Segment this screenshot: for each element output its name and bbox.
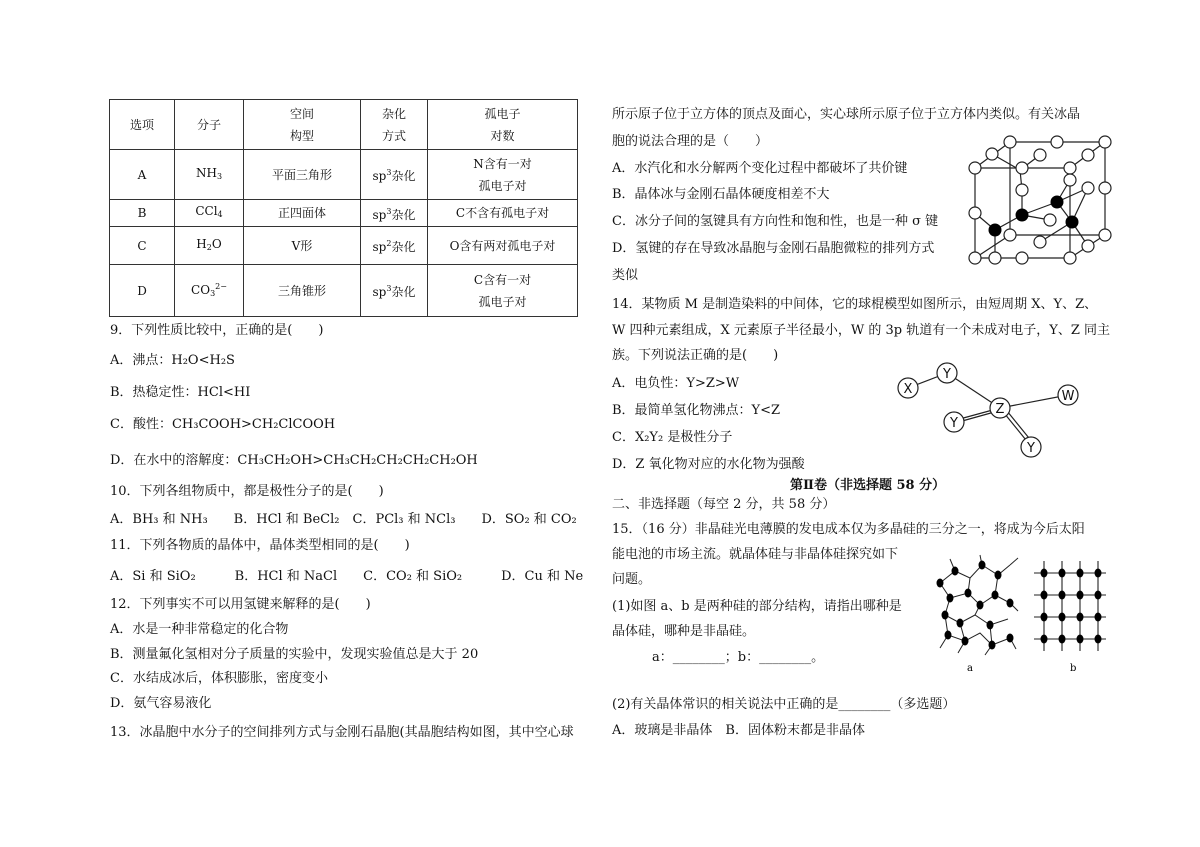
question-9-option-d: D．在水中的溶解度：CH₃CH₂OH>CH₃CH₂CH₂CH₂CH₂OH — [110, 453, 478, 468]
cell-hybrid: $sp^3$杂化 — [361, 265, 428, 317]
cell-shape: 平面三角形 — [244, 150, 361, 200]
question-13: 13．冰晶胞中水分子的空间排列方式与金刚石晶胞(其晶胞结构如图，其中空心球 — [110, 725, 574, 740]
crystalline-silicon-figure — [1032, 553, 1112, 678]
question-12-option-c: C．水结成冰后，体积膨胀，密度变小 — [110, 671, 328, 686]
amorphous-silicon-figure — [930, 553, 1020, 678]
cell-lone-pairs: C不含有孤电子对 — [428, 200, 578, 227]
table-row — [110, 150, 578, 200]
question-12-option-d: D．氨气容易液化 — [110, 696, 212, 711]
question-15-part-1-line-2: 晶体硅，哪种是非晶硅。 — [612, 624, 756, 639]
section-title: 第Ⅱ卷（非选择题 58 分） — [790, 478, 946, 493]
question-12-option-a: A．水是一种非常稳定的化合物 — [110, 622, 289, 637]
question-14-line-3: 族。下列说法正确的是( ) — [612, 348, 779, 363]
cell-molecule: $CO_3^{2-}$ — [175, 265, 244, 317]
question-15-part-2: (2)有关晶体常识的相关说法中正确的是________（多选题） — [612, 697, 956, 712]
table-row — [110, 227, 578, 265]
header-hybrid: 杂化 方式 — [361, 100, 428, 150]
header-option: 选项 — [110, 100, 175, 150]
atom-label: W — [1061, 389, 1075, 404]
cell-lone-pairs: O含有两对孤电子对 — [428, 227, 578, 265]
atom-label: Z — [995, 402, 1005, 417]
header-lone-pairs: 孤电子 对数 — [428, 100, 578, 150]
question-12-option-b: B．测量氟化氢相对分子质量的实验中，发现实验值总是大于 20 — [110, 647, 479, 662]
header-molecule: 分子 — [175, 100, 244, 150]
cell-lone-pairs: C含有一对 孤电子对 — [428, 265, 578, 317]
cell-option: C — [110, 227, 175, 265]
cell-shape: 正四面体 — [244, 200, 361, 227]
cell-molecule: CCl$_4$ — [175, 200, 244, 227]
question-12: 12．下列事实不可以用氢键来解释的是( ) — [110, 597, 371, 612]
header-shape: 空间 构型 — [244, 100, 361, 150]
question-15-part-2-options: A．玻璃是非晶体 B．固体粉末都是非晶体 — [612, 723, 865, 738]
question-11: 11．下列各物质的晶体中，晶体类型相同的是( ) — [110, 538, 410, 553]
question-10-options: A．BH₃ 和 NH₃ B．HCl 和 BeCl₂ C．PCl₃ 和 NCl₃ D．SO₂ 和 CO₂ — [110, 512, 577, 527]
cell-option: A — [110, 150, 175, 200]
figure-label-a: a — [967, 663, 973, 674]
question-9-option-b: B．热稳定性：HCl<HI — [110, 385, 251, 400]
cell-shape: V形 — [244, 227, 361, 265]
question-13-option-c: C．冰分子间的氢键具有方向性和饱和性，也是一种 σ 键 — [612, 214, 939, 229]
question-11-options: A．Si 和 SiO₂ B．HCl 和 NaCl C．CO₂ 和 SiO₂ D．Cu 和 Ne — [110, 569, 584, 584]
molecule-figure — [890, 358, 1090, 478]
question-14-option-b: B．最简单氢化物沸点：Y<Z — [612, 403, 781, 418]
question-13-option-b: B．晶体冰与金刚石晶体硬度相差不大 — [612, 187, 830, 202]
question-13-continued-2: 胞的说法合理的是（ ） — [612, 134, 769, 149]
table-row — [110, 200, 578, 227]
table-row — [110, 265, 578, 317]
atom-label: Y — [1027, 441, 1035, 456]
cell-shape: 三角锥形 — [244, 265, 361, 317]
question-15-part-1: (1)如图 a、b 是两种硅的部分结构，请指出哪种是 — [612, 599, 902, 614]
part-2-heading: 二、非选择题（每空 2 分，共 58 分） — [612, 497, 836, 512]
cell-molecule: $NH_3$ — [175, 150, 244, 200]
table-header-row — [110, 100, 578, 150]
cell-option: B — [110, 200, 175, 227]
question-13-option-d-cont: 类似 — [612, 268, 639, 283]
question-13-option-a: A．水汽化和水分解两个变化过程中都破坏了共价键 — [612, 161, 908, 176]
question-14-option-d: D．Z 氧化物对应的水化物为强酸 — [612, 457, 805, 472]
cell-molecule: $H_2O$ — [175, 227, 244, 265]
question-9: 9．下列性质比较中，正确的是( ) — [110, 323, 324, 338]
unit-cell-figure — [960, 130, 1120, 270]
question-13-continued: 所示原子位于立方体的顶点及面心，实心球所示原子位于立方体内类似。有关冰晶 — [612, 107, 1081, 122]
atom-label: Y — [950, 416, 958, 431]
cell-hybrid: $sp^2$杂化 — [361, 227, 428, 265]
cell-option: D — [110, 265, 175, 317]
question-13-option-d: D．氢键的存在导致冰晶胞与金刚石晶胞微粒的排列方式 — [612, 241, 935, 256]
question-10: 10．下列各组物质中，都是极性分子的是( ) — [110, 484, 384, 499]
options-table — [109, 99, 578, 317]
cell-lone-pairs: N含有一对 孤电子对 — [428, 150, 578, 200]
question-14-option-c: C．X₂Y₂ 是极性分子 — [612, 430, 733, 445]
question-14-option-a: A．电负性：Y>Z>W — [612, 376, 740, 391]
cell-hybrid: $sp^3$杂化 — [361, 150, 428, 200]
question-15-line-3: 问题。 — [612, 572, 652, 587]
question-15-line-2: 能电池的市场主流。就晶体硅与非晶体硅探究如下 — [612, 547, 899, 562]
atom-label: X — [903, 382, 913, 397]
figure-label-b: b — [1070, 663, 1077, 674]
cell-hybrid: $sp^3$杂化 — [361, 200, 428, 227]
question-9-option-a: A．沸点：H₂O<H₂S — [110, 353, 235, 368]
question-14: 14．某物质 M 是制造染料的中间体，它的球棍模型如图所示，由短周期 X、Y、Z、 — [612, 297, 1098, 312]
question-15-part-1-answer: a：________；b：________。 — [652, 650, 825, 665]
question-9-option-c: C．酸性：CH₃COOH>CH₂ClCOOH — [110, 417, 336, 432]
question-15: 15．（16 分）非晶硅光电薄膜的发电成本仅为多晶硅的三分之一，将成为今后太阳 — [612, 522, 1085, 537]
atom-label: Y — [943, 367, 951, 382]
question-14-line-2: W 四种元素组成，X 元素原子半径最小，W 的 3p 轨道有一个未成对电子，Y、Z 同主 — [612, 323, 1110, 338]
